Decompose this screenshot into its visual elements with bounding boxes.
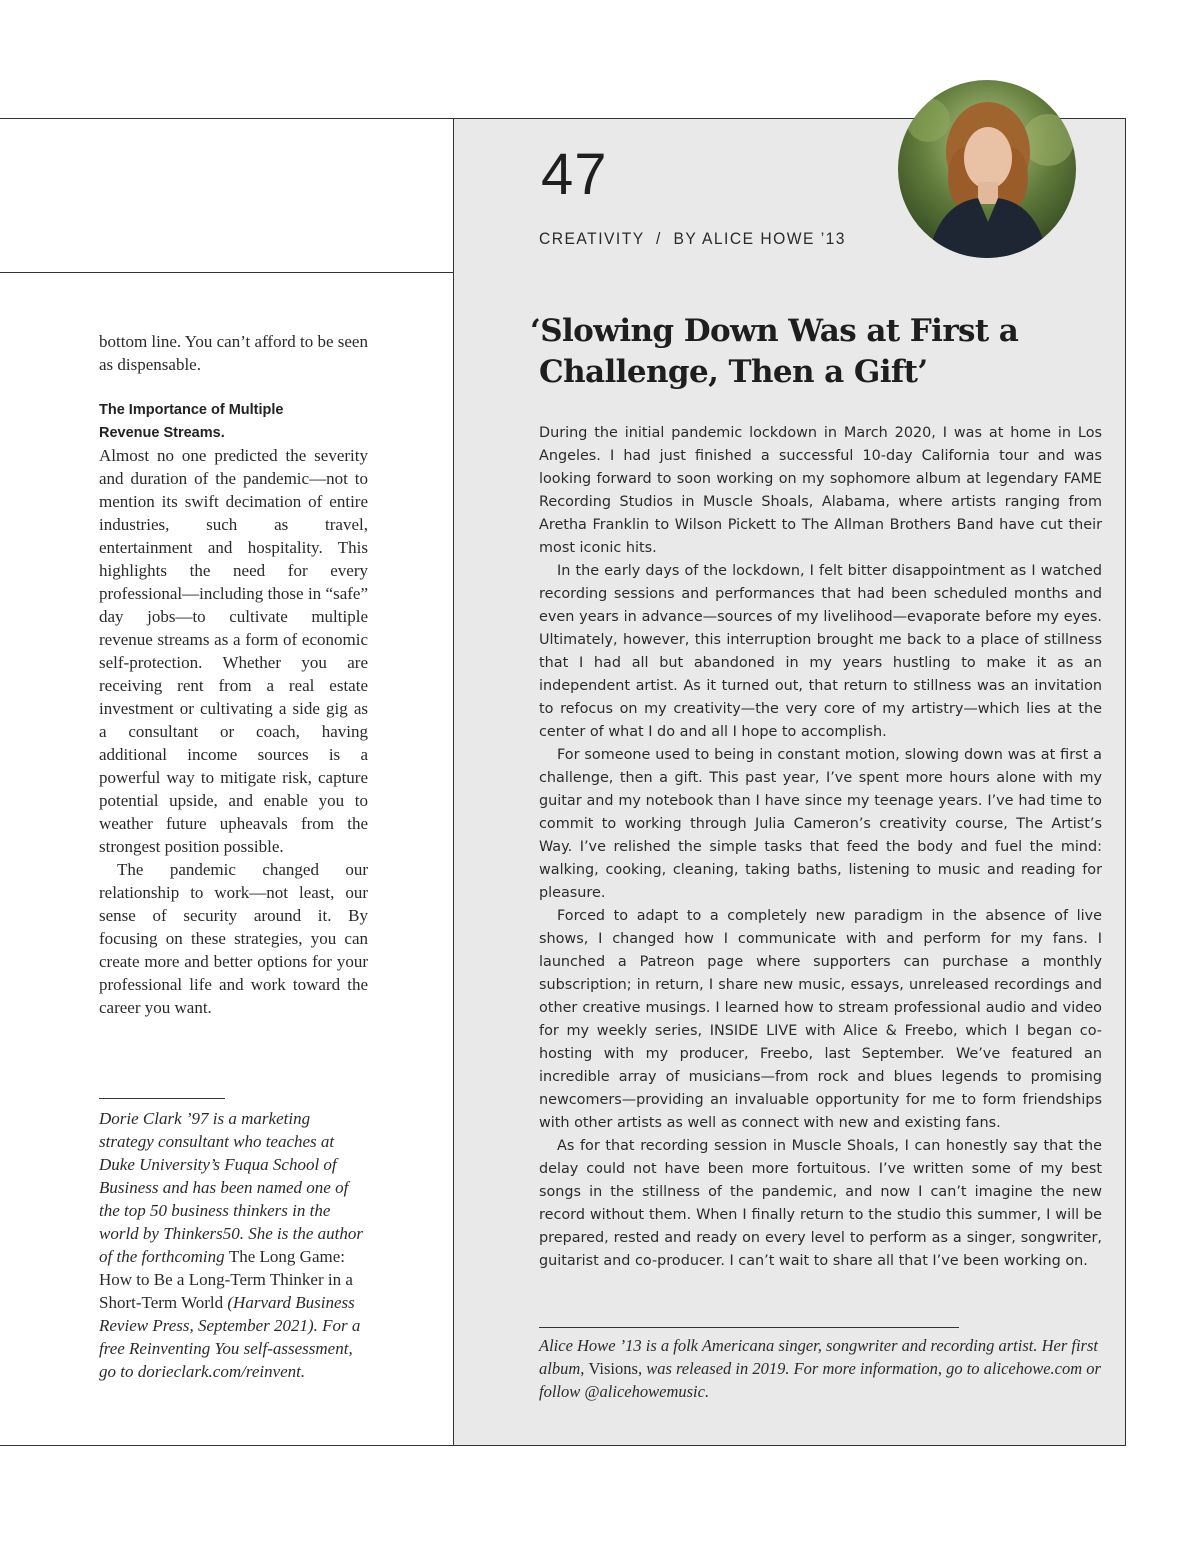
article-bio-text: Alice Howe ’13 is a folk Americana singer, songwriter and recording artist. Her first album, — [539, 1336, 1098, 1378]
panel-right-edge — [1125, 118, 1126, 1446]
left-column-continuation — [99, 330, 368, 376]
article-paragraph: In the early days of the lockdown, I felt bitter disappointment as I watched recording sessions and performances that had been scheduled months and even years in advance—sources of my livelihood—evaporate before my eyes. Ultimately, however, this interruption brought me back to a place of stillness that I had all but abandoned in my years hustling to make it as an independent artist. As it turned out, that return to stillness was an invitation to refocus on my creativity—the very core of my artistry—which lies at the center of what I do and all I hope to accomplish. — [539, 563, 1102, 740]
left-bio-book-title: The Long Game: How to Be a Long-Term Thinker in a Short-Term World — [99, 1247, 353, 1312]
article-paragraph: As for that recording session in Muscle Shoals, I can honestly say that the delay could not have been more fortuitous. I’ve written some of my best songs in the stillness of the pandemic, and now I can’t imagine the new record without them. When I finally return to the studio this summer, I will be prepared, rested and ready on every level to perform as a singer, songwriter, guitarist and co-producer. I can’t wait to share all that I’ve been working on. — [539, 1138, 1102, 1269]
left-author-bio — [99, 1107, 368, 1383]
continuation-text: bottom line. You can’t afford to be seen as dispensable. — [99, 332, 368, 374]
article-paragraph: For someone used to being in constant motion, slowing down was at first a challenge, then a gift. This past year, I’ve spent more hours alone with my guitar and my notebook than I have since my teenage years. I’ve had time to commit to working through Julia Cameron’s creativity course, The Artist’s Way. I’ve relished the simple tasks that feed the body and fuel the mind: walking, cooking, cleaning, taking baths, listening to music and reading for pleasure. — [539, 747, 1102, 901]
left-bio-text-end: (Harvard Business Review Press, September 2021). For a free Reinventing You self-assessment, go to dorieclark.com/reinvent. — [99, 1293, 361, 1381]
article-author-bio — [539, 1334, 1102, 1403]
article-body — [539, 422, 1102, 1273]
author-portrait — [898, 80, 1076, 258]
left-body — [99, 444, 368, 1019]
left-subhead — [99, 399, 368, 445]
article-bio-text-end: , was released in 2019. For more information, go to alicehowe.com or follow @alicehowemusic. — [539, 1359, 1101, 1401]
article-headline — [530, 311, 1050, 393]
article-bio-rule — [539, 1327, 959, 1328]
article-bio-album: Visions — [588, 1359, 638, 1378]
subhead-line-2: Revenue Streams. — [99, 425, 225, 441]
left-paragraph: Almost no one predicted the severity and duration of the pandemic—not to mention its swift decimation of entire industries, such as travel, entertainment and hospitality. This highlights the need for every professional—including those in “safe” day jobs—to cultivate multiple revenue streams as a form of economic self-protection. Whether you are receiving rent from a real estate investment or cultivating a side gig as a consultant or coach, having additional income sources is a powerful way to mitigate risk, capture potential upside, and enable you to weather future upheavals from the strongest position possible. — [99, 446, 368, 856]
category-byline: CREATIVITY / BY ALICE HOWE ’13 — [539, 229, 846, 248]
left-paragraph: The pandemic changed our relationship to work—not least, our sense of security around it. By focusing on these strategies, you can create more and better options for your professional life and work toward the career you want. — [99, 860, 368, 1017]
essay-number: 47 — [541, 142, 608, 207]
column-divider — [453, 118, 454, 1446]
article-paragraph: Forced to adapt to a completely new paradigm in the absence of live shows, I changed how I communicate with and perform for my fans. I launched a Patreon page where supporters can purchase a monthly subscription; in return, I share new music, essays, unreleased recordings and other creative musings. I learned how to stream professional audio and video for my weekly series, INSIDE LIVE with Alice & Freebo, which I began co-hosting with my producer, Freebo, last September. We’ve featured an incredible array of musicians—from rock and blues legends to promising newcomers—providing an invaluable opportunity for me to form friendships with other artists as well as connect with new and existing fans. — [539, 908, 1102, 1131]
article-paragraph: During the initial pandemic lockdown in March 2020, I was at home in Los Angeles. I had just finished a successful 10-day California tour and was looking forward to soon working on my sophomore album at legendary FAME Recording Studios in Muscle Shoals, Alabama, where artists ranging from Aretha Franklin to Wilson Pickett to The Allman Brothers Band have cut their most iconic hits. — [539, 425, 1102, 556]
left-bio-rule — [99, 1098, 225, 1099]
bottom-rule — [0, 1445, 1126, 1446]
headline-line-2: Challenge, Then a Gift’ — [539, 354, 928, 390]
headline-line-1: ‘Slowing Down Was at First a — [530, 313, 1019, 349]
subhead-line-1: The Importance of Multiple — [99, 402, 284, 418]
left-bio-text: Dorie Clark ’97 is a marketing strategy consultant who teaches at Duke University’s Fuqua School of Business and has been named one of the top 50 business thinkers in the world by Thinkers50. She is the author of the forthcoming — [99, 1109, 363, 1266]
